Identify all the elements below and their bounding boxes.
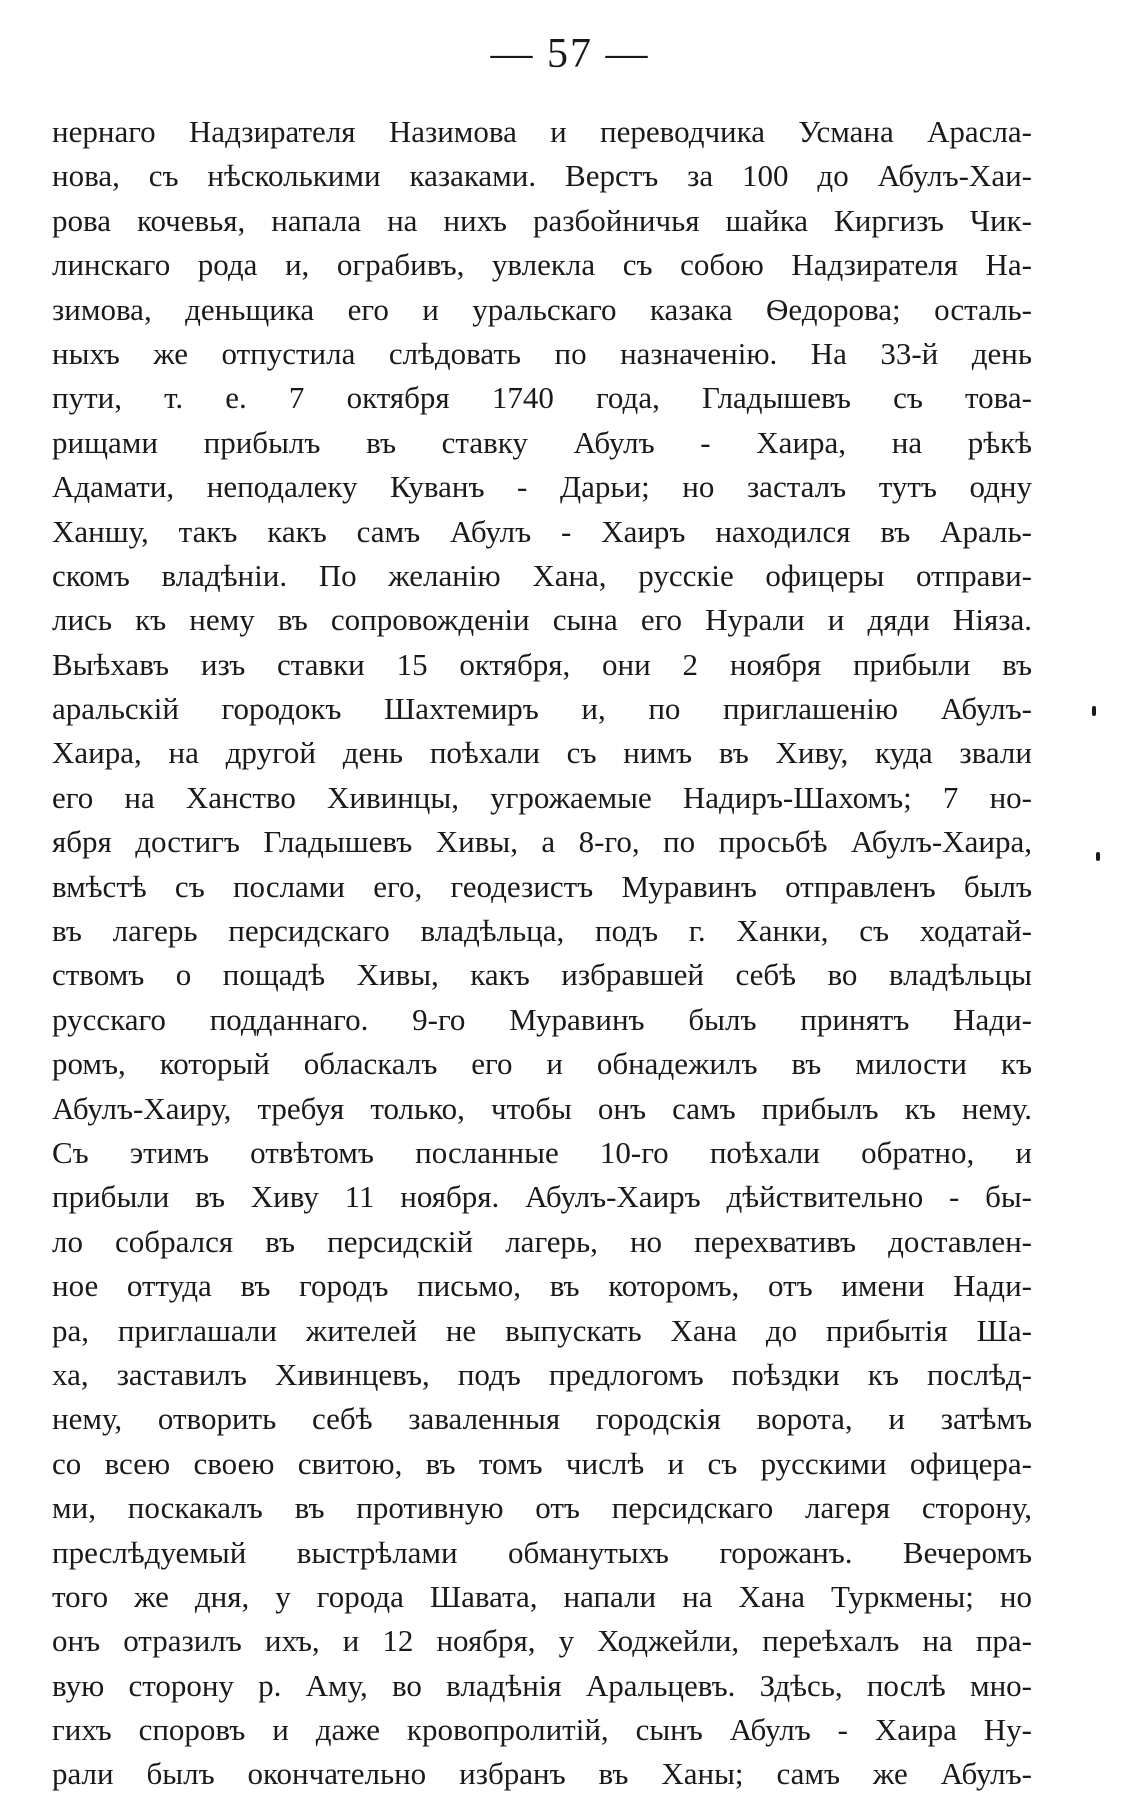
text-line: ября достигъ Гладышевъ Хивы, а 8-го, по просьбѣ Абулъ-Хаира, <box>52 824 1032 860</box>
text-line: прибыли въ Хиву 11 ноября. Абулъ-Хаиръ дѣйствительно - бы- <box>52 1179 1032 1215</box>
text-line: нернаго Надзирателя Назимова и переводчика Усмана Арасла- <box>52 114 1032 149</box>
text-line: ствомъ о пощадѣ Хивы, какъ избравшей себѣ во владѣльцы <box>52 957 1032 993</box>
text-line: аральскій городокъ Шахтемиръ и, по приглашенію Абулъ- <box>52 691 1032 727</box>
text-line: вую сторону р. Аму, во владѣнія Аральцевъ. Здѣсь, послѣ мно- <box>52 1667 1032 1703</box>
text-line: Съ этимъ отвѣтомъ посланные 10-го поѣхали обратно, и <box>52 1134 1032 1170</box>
text-line: лись къ нему въ сопровожденіи сына его Нурали и дяди Ніяза. <box>52 602 1032 638</box>
text-line: Ханшу, такъ какъ самъ Абулъ - Хаиръ находился въ Араль- <box>52 513 1032 549</box>
text-line: нова, съ нѣсколькими казаками. Верстъ за 100 до Абулъ-Хаи- <box>52 158 1032 194</box>
text-line: русскаго подданнаго. 9-го Муравинъ былъ принятъ Нади- <box>52 1001 1032 1037</box>
text-line: пути, т. е. 7 октября 1740 года, Гладышевъ съ това- <box>52 380 1032 416</box>
text-line: вмѣстѣ съ послами его, геодезистъ Муравинъ отправленъ былъ <box>52 868 1032 904</box>
text-line: Адамати, неподалеку Куванъ - Дарьи; но засталъ тутъ одну <box>52 469 1032 505</box>
text-line: Абулъ-Хаиру, требуя только, чтобы онъ самъ прибылъ къ нему. <box>52 1090 1032 1126</box>
text-line: рова кочевья, напала на нихъ разбойничья шайка Киргизъ Чик- <box>52 202 1032 238</box>
text-line: ное оттуда въ городъ письмо, въ которомъ, отъ имени Нади- <box>52 1268 1032 1304</box>
text-line: гихъ споровъ и даже кровопролитій, сынъ Абулъ - Хаира Ну- <box>52 1712 1032 1748</box>
text-line: того же дня, у города Шавата, напали на Хана Туркмены; но <box>52 1578 1032 1614</box>
text-line: ромъ, который обласкалъ его и обнадежилъ въ милости къ <box>52 1046 1032 1082</box>
text-line: со всею своею свитою, въ томъ числѣ и съ русскими офицера- <box>52 1445 1032 1481</box>
text-line: скомъ владѣніи. По желанію Хана, русскіе офицеры отправи- <box>52 557 1032 593</box>
text-line: его на Ханство Хивинцы, угрожаемые Надиръ-Шахомъ; 7 но- <box>52 779 1032 815</box>
text-line: Выѣхавъ изъ ставки 15 октября, они 2 ноября прибыли въ <box>52 646 1032 682</box>
text-line: рали былъ окончательно избранъ въ Ханы; самъ же Абулъ- <box>52 1756 1032 1792</box>
margin-mark <box>1096 852 1100 861</box>
text-line: зимова, деньщика его и уральскаго казака Ѳедорова; осталь- <box>52 291 1032 327</box>
text-line: преслѣдуемый выстрѣлами обманутыхъ горожанъ. Вечеромъ <box>52 1534 1032 1570</box>
text-line: нему, отворить себѣ заваленныя городскія ворота, и затѣмъ <box>52 1401 1032 1437</box>
text-line: ха, заставилъ Хивинцевъ, подъ предлогомъ поѣздки къ послѣд- <box>52 1356 1032 1392</box>
page-number: — 57 — <box>490 31 650 77</box>
text-line: Хаира, на другой день поѣхали съ нимъ въ Хиву, куда звали <box>52 735 1032 771</box>
text-line: ло собрался въ персидскій лагерь, но перехвативъ доставлен- <box>52 1223 1032 1259</box>
text-line: въ лагерь персидскаго владѣльца, подъ г. Ханки, съ ходатай- <box>52 913 1032 949</box>
text-line: онъ отразилъ ихъ, и 12 ноября, у Ходжейли, переѣхалъ на пра- <box>52 1623 1032 1659</box>
text-line: рищами прибылъ въ ставку Абулъ - Хаира, на рѣкѣ <box>52 424 1032 460</box>
text-line: ра, приглашали жителей не выпускать Хана до прибытія Ша- <box>52 1312 1032 1348</box>
text-line: ми, поскакалъ въ противную отъ персидскаго лагеря сторону, <box>52 1490 1032 1526</box>
body-text <box>52 110 1032 1797</box>
margin-mark <box>1092 706 1096 716</box>
text-line: ныхъ же отпустила слѣдовать по назначенію. На 33-й день <box>52 335 1032 371</box>
text-line: линскаго рода и, ограбивъ, увлекла съ собою Надзирателя На- <box>52 247 1032 283</box>
